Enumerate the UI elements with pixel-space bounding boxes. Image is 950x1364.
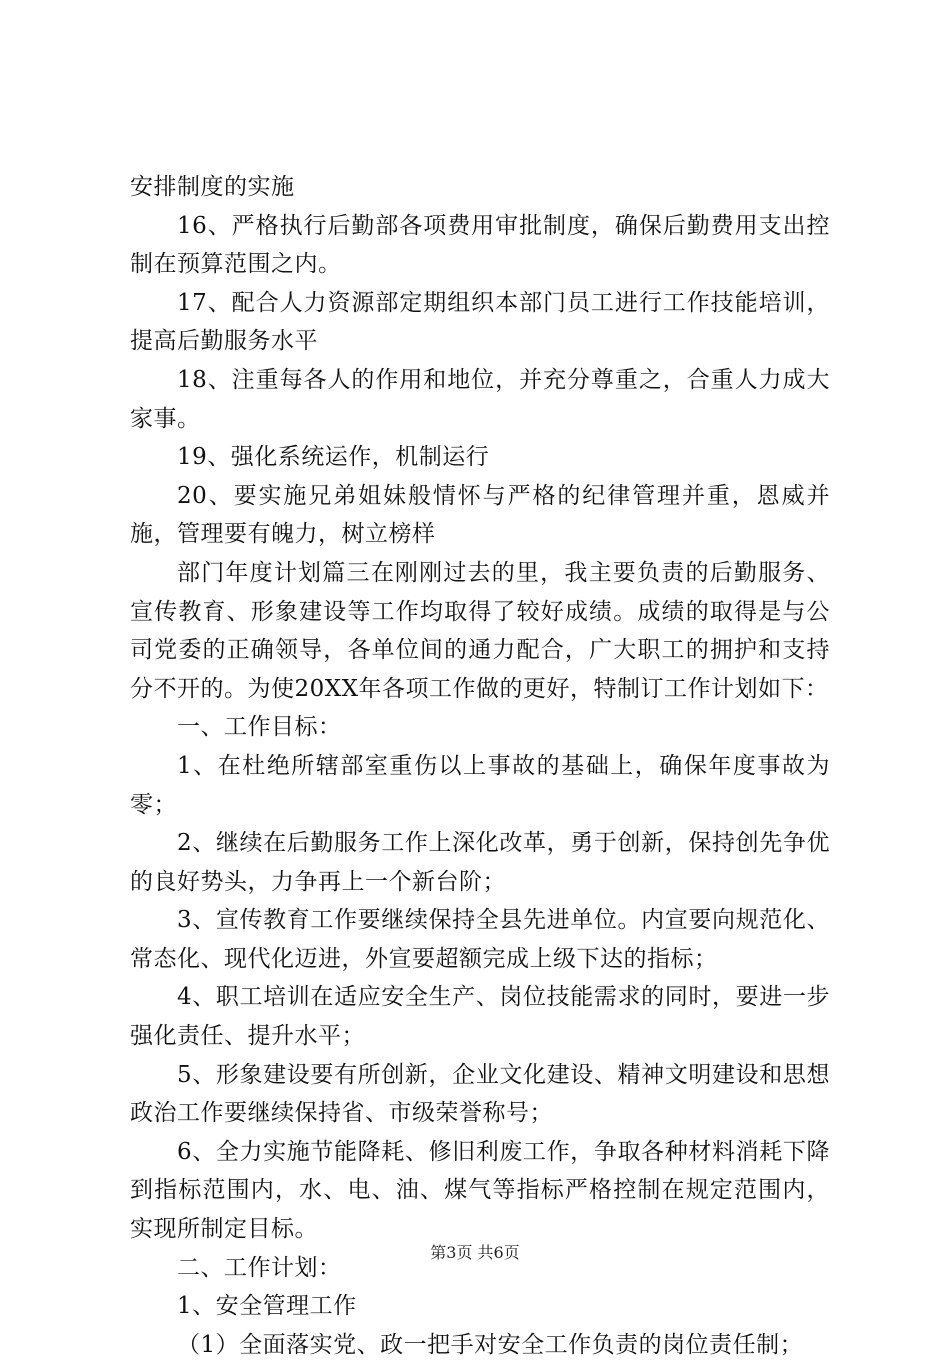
paragraph: 16、严格执行后勤部各项费用审批制度，确保后勤费用支出控制在预算范围之内。 [130,212,830,278]
paragraph: （1）全面落实党、政一把手对安全工作负责的岗位责任制； [177,1331,804,1358]
paragraph: 20、要实施兄弟姐妹般情怀与严格的纪律管理并重，恩威并施，管理要有魄力，树立榜样 [130,482,830,548]
paragraph: 1、在杜绝所辖部室重伤以上事故的基础上，确保年度事故为零； [130,752,830,818]
paragraph: 部门年度计划篇三在刚刚过去的里，我主要负责的后勤服务、宣传教育、形象建设等工作均取得了较好成绩。成绩的取得是与公司党委的正确领导，各单位间的通力配合，广大职工的拥护和支持分不开的。为使20XX年各项工作做的更好，特制订工作计划如下： [130,559,830,702]
section-heading: 一、工作目标： [177,714,342,741]
paragraph: 6、全力实施节能降耗、修旧利废工作，争取各种材料消耗下降到指标范围内，水、电、油、煤气等指标严格控制在规定范围内，实现所制定目标。 [130,1138,830,1243]
paragraph: 4、职工培训在适应安全生产、岗位技能需求的同时，要进一步强化责任、提升水平； [130,984,830,1050]
document-body [130,168,830,1364]
paragraph: 3、宣传教育工作要继续保持全县先进单位。内宣要向规范化、常态化、现代化迈进，外宣要超额完成上级下达的指标； [130,907,830,972]
paragraph: 2、继续在后勤服务工作上深化改革，勇于创新，保持创先争优的良好势头，力争再上一个新台阶； [130,830,830,895]
subsection-heading: 1、安全管理工作 [177,1293,357,1320]
paragraph: 安排制度的实施 [130,174,295,200]
paragraph: 17、配合人力资源部定期组织本部门员工进行工作技能培训，提高后勤服务水平 [130,289,830,355]
paragraph: 5、形象建设要有所创新，企业文化建设、精神文明建设和思想政治工作要继续保持省、市级荣誉称号； [130,1061,830,1127]
paragraph: 19、强化系统运作，机制运行 [177,444,490,471]
paragraph: 18、注重每各人的作用和地位，并充分尊重之，合重人力成大家事。 [130,366,830,432]
section-heading: 二、工作计划： [177,1254,342,1281]
page-number-footer: 第3页 共6页 [430,1243,520,1262]
